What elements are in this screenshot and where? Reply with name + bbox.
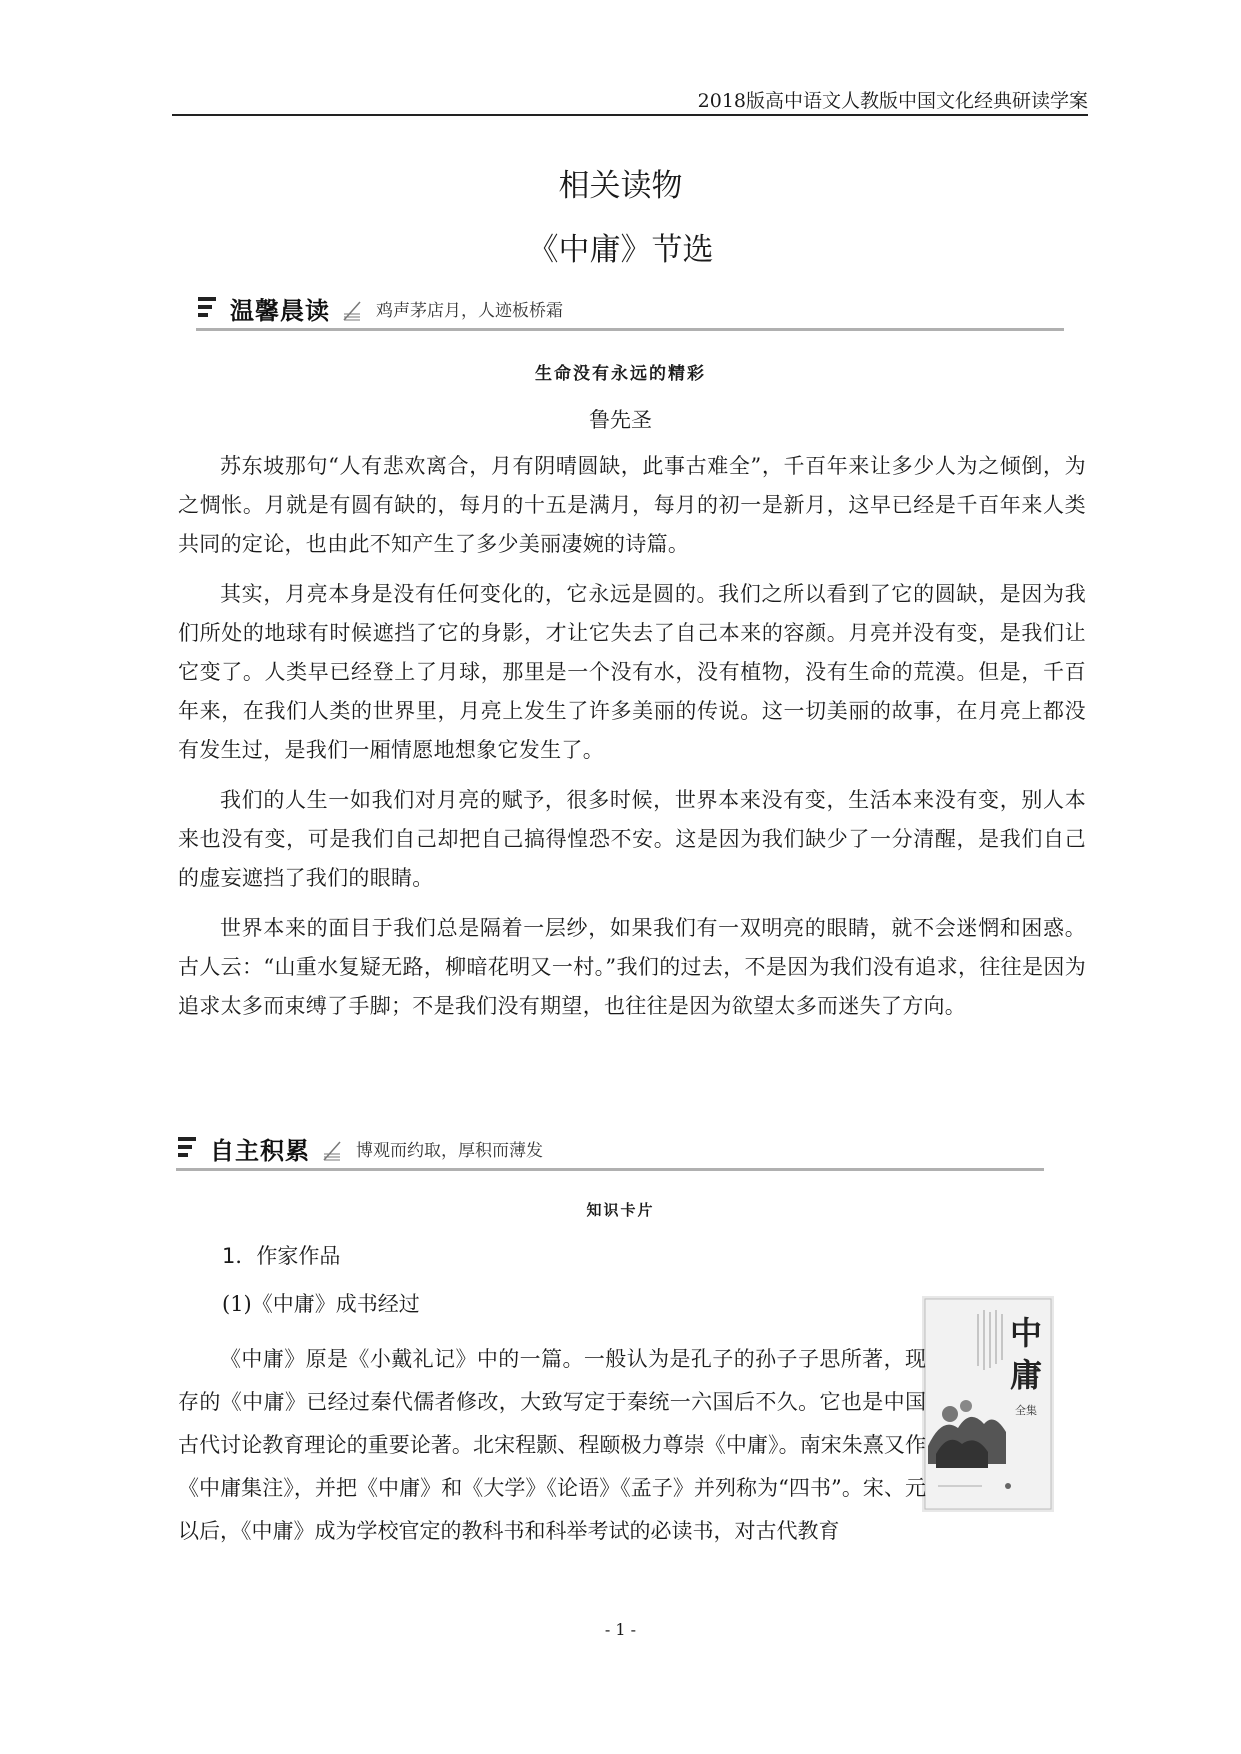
banner-hatch-icon xyxy=(322,1140,342,1162)
book-cover-subtitle: 全集 xyxy=(1015,1404,1037,1417)
essay-paragraph: 世界本来的面目于我们总是隔着一层纱，如果我们有一双明亮的眼睛，就不会迷惘和困惑。古人云：“山重水复疑无路，柳暗花明又一村。”我们的过去，不是因为我们没有追求，往往是因为追求太多而束缚了手脚；不是我们没有期望，也往往是因为欲望太多而迷失了方向。 xyxy=(178,916,1086,1018)
page-title: 相关读物 xyxy=(558,168,683,204)
sub-heading: (1)《中庸》成书经过 xyxy=(222,1292,420,1316)
book-cover-char: 中 xyxy=(1009,1314,1043,1352)
banner-lines-icon xyxy=(176,1134,198,1162)
essay-body xyxy=(178,447,1086,1026)
essay-paragraph: 其实，月亮本身是没有任何变化的，它永远是圆的。我们之所以看到了它的圆缺，是因为我们所处的地球有时候遮挡了它的身影，才让它失去了自己本来的容颜。月亮并没有变，是我们让它变了。人类早已经登上了月球，那里是一个没有水，没有植物，没有生命的荒漠。但是，千百年来，在我们人类的世界里，月亮上发生了许多美丽的传说。这一切美丽的故事，在月亮上都没有发生过，是我们一厢情愿地想象它发生了。 xyxy=(178,582,1086,762)
section-heading: 温馨晨读 xyxy=(230,297,330,325)
section-motto: 博观而约取，厚积而薄发 xyxy=(356,1141,543,1161)
running-header-title: 2018版高中语文人教版中国文化经典研读学案 xyxy=(697,90,1088,112)
book-cover-char: 庸 xyxy=(1009,1356,1043,1394)
essay-title: 生命没有永远的精彩 xyxy=(535,364,706,384)
section-motto: 鸡声茅店月，人迹板桥霜 xyxy=(376,301,563,321)
knowledge-paragraph: 《中庸》原是《小戴礼记》中的一篇。一般认为是孔子的孙子子思所著，现存的《中庸》已经过秦代儒者修改，大致写定于秦统一六国后不久。它也是中国古代讨论教育理论的重要论著。北宋程颢、程颐极力尊崇《中庸》。南宋朱熹又作《中庸集注》，并把《中庸》和《大学》《论语》《孟子》并列称为“四书”。宋、元以后，《中庸》成为学校官定的教科书和科举考试的必读书，对古代教育 xyxy=(178,1347,926,1543)
essay-paragraph: 苏东坡那句“人有悲欢离合，月有阴晴圆缺，此事古难全”，千百年来让多少人为之倾倒，为之惆怅。月就是有圆有缺的，每月的十五是满月，每月的初一是新月，这早已经是千百年来人类共同的定论，也由此不知产生了多少美丽凄婉的诗篇。 xyxy=(178,454,1086,556)
section-banner-self-accumulation xyxy=(176,1128,1044,1171)
running-header xyxy=(172,84,1088,116)
item-heading: 1．作家作品 xyxy=(222,1244,341,1268)
knowledge-body xyxy=(178,1338,1086,1553)
banner-lines-icon xyxy=(196,294,218,322)
essay-author: 鲁先圣 xyxy=(589,408,652,432)
page-subtitle: 《中庸》节选 xyxy=(527,232,714,268)
knowledge-card-title: 知识卡片 xyxy=(586,1201,655,1219)
page-number: - 1 - xyxy=(604,1620,637,1639)
essay-paragraph: 我们的人生一如我们对月亮的赋予，很多时候，世界本来没有变，生活本来没有变，别人本来也没有变，可是我们自己却把自己搞得惶恐不安。这是因为我们缺少了一分清醒，是我们自己的虚妄遮挡了我们的眼睛。 xyxy=(178,788,1086,890)
section-heading: 自主积累 xyxy=(210,1137,310,1165)
section-banner-morning-reading xyxy=(196,288,1064,331)
banner-hatch-icon xyxy=(342,300,362,322)
